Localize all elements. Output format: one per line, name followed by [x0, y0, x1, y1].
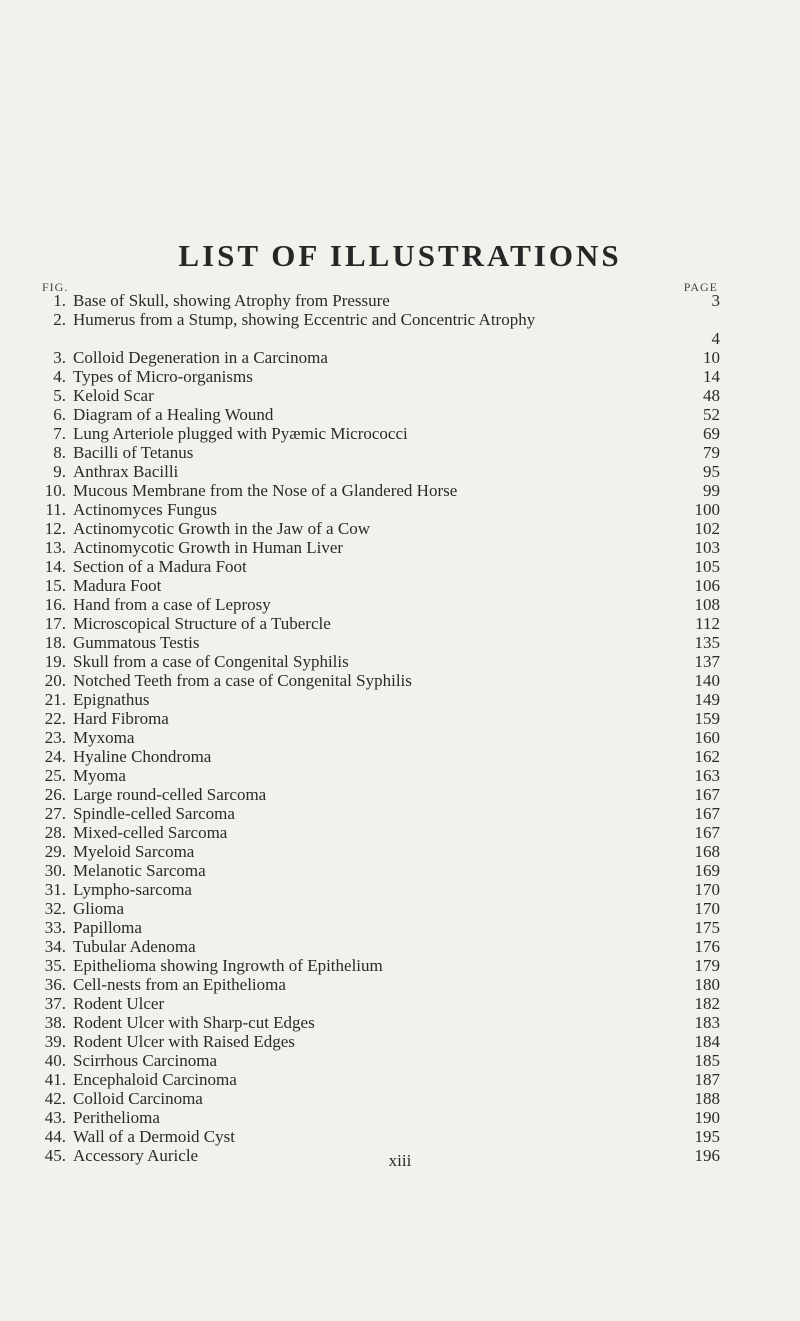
figure-title: Anthrax Bacilli	[73, 462, 179, 481]
figure-number: 45.	[44, 1146, 66, 1165]
page-reference: 170	[694, 899, 720, 918]
list-item	[40, 975, 720, 994]
list-item	[40, 557, 720, 576]
page-reference: 52	[703, 405, 720, 424]
page-reference: 100	[694, 500, 720, 519]
page-reference: 14	[703, 367, 720, 386]
figure-number: 38.	[44, 1013, 66, 1032]
list-item	[40, 310, 720, 348]
list-item	[40, 595, 720, 614]
figure-number: 37.	[44, 994, 66, 1013]
figure-number: 44.	[44, 1127, 66, 1146]
page-reference: 106	[694, 576, 720, 595]
page-reference: 168	[694, 842, 720, 861]
page-reference: 176	[694, 937, 720, 956]
figure-title: Skull from a case of Congenital Syphilis	[73, 652, 349, 671]
list-item	[40, 500, 720, 519]
list-item	[40, 1127, 720, 1146]
page-reference: 79	[703, 443, 720, 462]
list-item	[40, 785, 720, 804]
page-reference: 69	[703, 424, 720, 443]
page-reference: 196	[694, 1146, 720, 1165]
figure-number: 13.	[44, 538, 66, 557]
list-item	[40, 899, 720, 918]
figure-number: 10.	[44, 481, 66, 500]
figure-number: 18.	[44, 633, 66, 652]
list-item	[40, 861, 720, 880]
figure-title: Glioma	[73, 899, 124, 918]
list-item	[40, 671, 720, 690]
figure-title: Microscopical Structure of a Tubercle	[73, 614, 331, 633]
figure-title: Rodent Ulcer	[73, 994, 165, 1013]
figure-title: Colloid Degeneration in a Carcinoma	[73, 348, 328, 367]
list-item	[40, 747, 720, 766]
figure-number: 9.	[53, 462, 66, 481]
figure-title: Scirrhous Carcinoma	[73, 1051, 217, 1070]
page-reference: 137	[694, 652, 720, 671]
list-item	[40, 424, 720, 443]
figure-title: Large round-celled Sarcoma	[73, 785, 267, 804]
figure-title: Lung Arteriole plugged with Pyæmic Micrococci	[73, 424, 408, 443]
figure-title: Humerus from a Stump, showing Eccentric and Concentric Atrophy	[73, 310, 536, 329]
figure-title: Myoma	[73, 766, 126, 785]
list-item	[40, 1051, 720, 1070]
list-item	[40, 1032, 720, 1051]
list-item	[40, 386, 720, 405]
list-item	[40, 994, 720, 1013]
figure-title: Epithelioma showing Ingrowth of Epithelium	[73, 956, 383, 975]
page-reference: 48	[703, 386, 720, 405]
figure-title: Tubular Adenoma	[73, 937, 196, 956]
page-reference: 182	[694, 994, 720, 1013]
figure-title: Perithelioma	[73, 1108, 160, 1127]
figure-title: Hyaline Chondroma	[73, 747, 212, 766]
list-item	[40, 291, 720, 310]
figure-title: Mucous Membrane from the Nose of a Glandered Horse	[73, 481, 458, 500]
figure-number: 6.	[53, 405, 66, 424]
figure-title: Actinomycotic Growth in Human Liver	[73, 538, 344, 557]
list-item	[40, 956, 720, 975]
figure-title: Types of Micro-organisms	[73, 367, 253, 386]
figure-number: 32.	[44, 899, 66, 918]
page-reference: 99	[703, 481, 720, 500]
figure-title: Rodent Ulcer with Sharp-cut Edges	[73, 1013, 315, 1032]
figure-number: 24.	[44, 747, 66, 766]
list-item	[40, 728, 720, 747]
figure-number: 19.	[44, 652, 66, 671]
page-reference: 10	[703, 348, 720, 367]
list-item	[40, 1013, 720, 1032]
figure-number: 5.	[53, 386, 66, 405]
figure-number: 30.	[44, 861, 66, 880]
list-item	[40, 633, 720, 652]
figure-title: Madura Foot	[73, 576, 162, 595]
list-item	[40, 367, 720, 386]
figure-number: 29.	[44, 842, 66, 861]
figure-title: Diagram of a Healing Wound	[73, 405, 274, 424]
page-reference: 105	[694, 557, 720, 576]
list-item	[40, 462, 720, 481]
figure-number: 11.	[45, 500, 66, 519]
figure-number: 36.	[44, 975, 66, 994]
list-item	[40, 443, 720, 462]
figure-title: Melanotic Sarcoma	[73, 861, 206, 880]
illustrations-list	[40, 291, 720, 1165]
list-item	[40, 823, 720, 842]
figure-number: 1.	[53, 291, 66, 310]
page-reference: 185	[694, 1051, 720, 1070]
page-reference: 184	[694, 1032, 720, 1051]
page-reference: 167	[694, 823, 720, 842]
figure-title: Bacilli of Tetanus	[73, 443, 194, 462]
page-reference: 149	[694, 690, 720, 709]
page-reference: 169	[694, 861, 720, 880]
list-item	[40, 918, 720, 937]
list-item	[40, 481, 720, 500]
page-reference: 135	[694, 633, 720, 652]
figure-title: Wall of a Dermoid Cyst	[73, 1127, 235, 1146]
page-reference: 112	[695, 614, 720, 633]
figure-title: Hand from a case of Leprosy	[73, 595, 271, 614]
figure-title: Section of a Madura Foot	[73, 557, 247, 576]
page-reference: 159	[694, 709, 720, 728]
page-reference: 179	[694, 956, 720, 975]
figure-title: Notched Teeth from a case of Congenital Syphilis	[73, 671, 412, 690]
figure-title: Base of Skull, showing Atrophy from Pressure	[73, 291, 390, 310]
figure-number: 25.	[44, 766, 66, 785]
figure-number: 21.	[44, 690, 66, 709]
figure-title: Hard Fibroma	[73, 709, 169, 728]
page-column-header: PAGE	[683, 280, 718, 294]
figure-title: Epignathus	[73, 690, 150, 709]
figure-title: Accessory Auricle	[73, 1146, 199, 1165]
page-reference: 188	[694, 1089, 720, 1108]
figure-number: 8.	[53, 443, 66, 462]
list-item	[40, 804, 720, 823]
list-item	[40, 766, 720, 785]
figure-number: 43.	[44, 1108, 66, 1127]
figure-number: 22.	[44, 709, 66, 728]
figure-number: 31.	[44, 880, 66, 899]
figure-title: Cell-nests from an Epithelioma	[73, 975, 286, 994]
page-number: xiii	[388, 1151, 412, 1170]
page-reference: 167	[694, 785, 720, 804]
figure-number: 40.	[44, 1051, 66, 1070]
page-reference: 160	[694, 728, 720, 747]
figure-number: 12.	[44, 519, 66, 538]
figure-number: 16.	[44, 595, 66, 614]
page-reference: 180	[694, 975, 720, 994]
figure-number: 42.	[44, 1089, 66, 1108]
figure-number: 23.	[44, 728, 66, 747]
figure-number: 17.	[44, 614, 66, 633]
figure-number: 15.	[44, 576, 66, 595]
page-reference: 195	[694, 1127, 720, 1146]
page-reference: 3	[711, 291, 720, 310]
figure-number: 28.	[44, 823, 66, 842]
page-reference: 4	[711, 329, 720, 348]
page-reference: 108	[694, 595, 720, 614]
figure-title: Colloid Carcinoma	[73, 1089, 203, 1108]
list-item	[40, 614, 720, 633]
figure-number: 7.	[53, 424, 66, 443]
figure-title: Rodent Ulcer with Raised Edges	[73, 1032, 295, 1051]
list-item	[40, 538, 720, 557]
page-reference: 167	[694, 804, 720, 823]
page-reference: 163	[694, 766, 720, 785]
page-reference: 190	[694, 1108, 720, 1127]
page-reference: 102	[694, 519, 720, 538]
list-item	[40, 690, 720, 709]
list-item	[40, 348, 720, 367]
figure-number: 41.	[44, 1070, 66, 1089]
page-reference: 170	[694, 880, 720, 899]
figure-number: 14.	[44, 557, 66, 576]
fig-column-header: FIG.	[42, 280, 69, 294]
figure-number: 20.	[44, 671, 66, 690]
list-item	[40, 576, 720, 595]
list-item	[40, 1070, 720, 1089]
figure-number: 33.	[44, 918, 66, 937]
page-reference: 103	[694, 538, 720, 557]
list-item	[40, 709, 720, 728]
list-item	[40, 652, 720, 671]
figure-number: 39.	[44, 1032, 66, 1051]
list-item	[40, 519, 720, 538]
figure-title: Papilloma	[73, 918, 142, 937]
page-reference: 187	[694, 1070, 720, 1089]
list-item	[40, 1089, 720, 1108]
list-item	[40, 405, 720, 424]
figure-title: Myxoma	[73, 728, 135, 747]
figure-title: Keloid Scar	[73, 386, 154, 405]
figure-number: 27.	[44, 804, 66, 823]
page-reference: 140	[694, 671, 720, 690]
list-item	[40, 937, 720, 956]
figure-title: Mixed-celled Sarcoma	[73, 823, 228, 842]
figure-title: Actinomyces Fungus	[73, 500, 218, 519]
page-reference: 175	[694, 918, 720, 937]
figure-title: Actinomycotic Growth in the Jaw of a Cow	[73, 519, 370, 538]
figure-title: Encephaloid Carcinoma	[73, 1070, 237, 1089]
figure-title: Gummatous Testis	[73, 633, 200, 652]
page-title: LIST OF ILLUSTRATIONS	[178, 238, 622, 273]
figure-number: 2.	[53, 310, 66, 329]
list-item	[40, 1108, 720, 1127]
figure-title: Lympho-sarcoma	[73, 880, 192, 899]
page-reference: 162	[694, 747, 720, 766]
page-reference: 183	[694, 1013, 720, 1032]
page-reference: 95	[703, 462, 720, 481]
figure-number: 35.	[44, 956, 66, 975]
figure-title: Spindle-celled Sarcoma	[73, 804, 235, 823]
figure-title: Myeloid Sarcoma	[73, 842, 195, 861]
figure-number: 4.	[53, 367, 66, 386]
list-item	[40, 880, 720, 899]
figure-number: 34.	[44, 937, 66, 956]
figure-number: 26.	[44, 785, 66, 804]
list-item	[40, 842, 720, 861]
figure-number: 3.	[53, 348, 66, 367]
